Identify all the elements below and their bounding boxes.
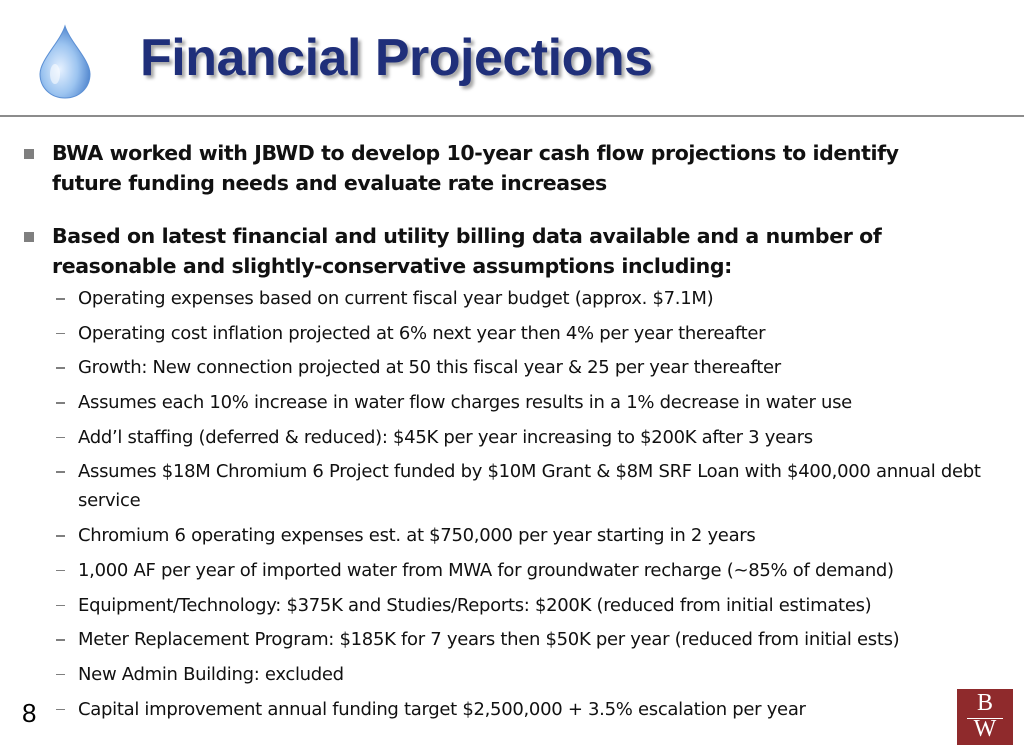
bullet-text: Based on latest financial and utility billing data available and a number of reasonable and slightly-conservative assumptions including: [52,224,882,278]
sub-bullet-item [0,353,1024,382]
logo-letter-bottom: W [973,716,997,742]
title-divider [0,115,1024,117]
sub-bullet-text: New Admin Building: excluded [78,663,344,685]
water-drop-icon [36,24,94,100]
sub-bullet-item [0,521,1024,550]
dash-bullet-icon [56,402,65,404]
sub-bullet-text: Chromium 6 operating expenses est. at $750,000 per year starting in 2 years [78,525,756,547]
sub-bullet-item [0,660,1024,689]
sub-bullet-text: Assumes each 10% increase in water flow charges results in a 1% decrease in water use [78,392,852,414]
square-bullet-icon [24,232,34,242]
dash-bullet-icon [56,437,65,439]
dash-bullet-icon [56,367,65,369]
sub-bullet-text: Capital improvement annual funding target $2,500,000 + 3.5% escalation per year [78,698,806,720]
sub-bullet-item [0,284,1024,313]
sub-bullet-text: Equipment/Technology: $375K and Studies/Reports: $200K (reduced from initial estimates) [78,594,872,616]
dash-bullet-icon [56,298,65,300]
dash-bullet-icon [56,333,65,335]
sub-bullet-item [0,423,1024,452]
sub-bullet-item [0,625,1024,654]
slide-title: Financial Projections [140,29,653,87]
bullet-text: BWA worked with JBWD to develop 10-year cash flow projections to identify future funding needs and evaluate rate increases [52,141,899,195]
sub-bullet-item [0,556,1024,585]
sub-bullet-item [0,388,1024,417]
square-bullet-icon [24,149,34,159]
company-logo [957,689,1013,745]
dash-bullet-icon [56,709,65,711]
dash-bullet-icon [56,674,65,676]
sub-bullet-text: Assumes $18M Chromium 6 Project funded by $10M Grant & $8M SRF Loan with $400,000 annual debt service [78,461,981,512]
dash-bullet-icon [56,570,65,572]
sub-bullet-text: 1,000 AF per year of imported water from MWA for groundwater recharge (~85% of demand) [78,559,894,581]
bullet-item [0,221,1024,281]
sub-bullet-item [0,695,1024,724]
sub-bullet-text: Add’l staffing (deferred & reduced): $45K per year increasing to $200K after 3 years [78,426,813,448]
sub-bullet-item [0,591,1024,620]
sub-bullet-text: Operating cost inflation projected at 6% next year then 4% per year thereafter [78,322,766,344]
dash-bullet-icon [56,639,65,641]
sub-bullet-list [0,284,1024,724]
dash-bullet-icon [56,605,65,607]
dash-bullet-icon [56,471,65,473]
bullet-item [0,138,1024,198]
sub-bullet-item [0,457,1024,515]
dash-bullet-icon [56,535,65,537]
page-number: 8 [22,698,37,728]
sub-bullet-text: Meter Replacement Program: $185K for 7 years then $50K per year (reduced from initial ests) [78,629,900,651]
logo-letter-top: B [976,690,993,716]
slide-body [0,138,1024,729]
sub-bullet-text: Growth: New connection projected at 50 this fiscal year & 25 per year thereafter [78,357,781,379]
sub-bullet-item [0,319,1024,348]
sub-bullet-text: Operating expenses based on current fiscal year budget (approx. $7.1M) [78,288,714,309]
